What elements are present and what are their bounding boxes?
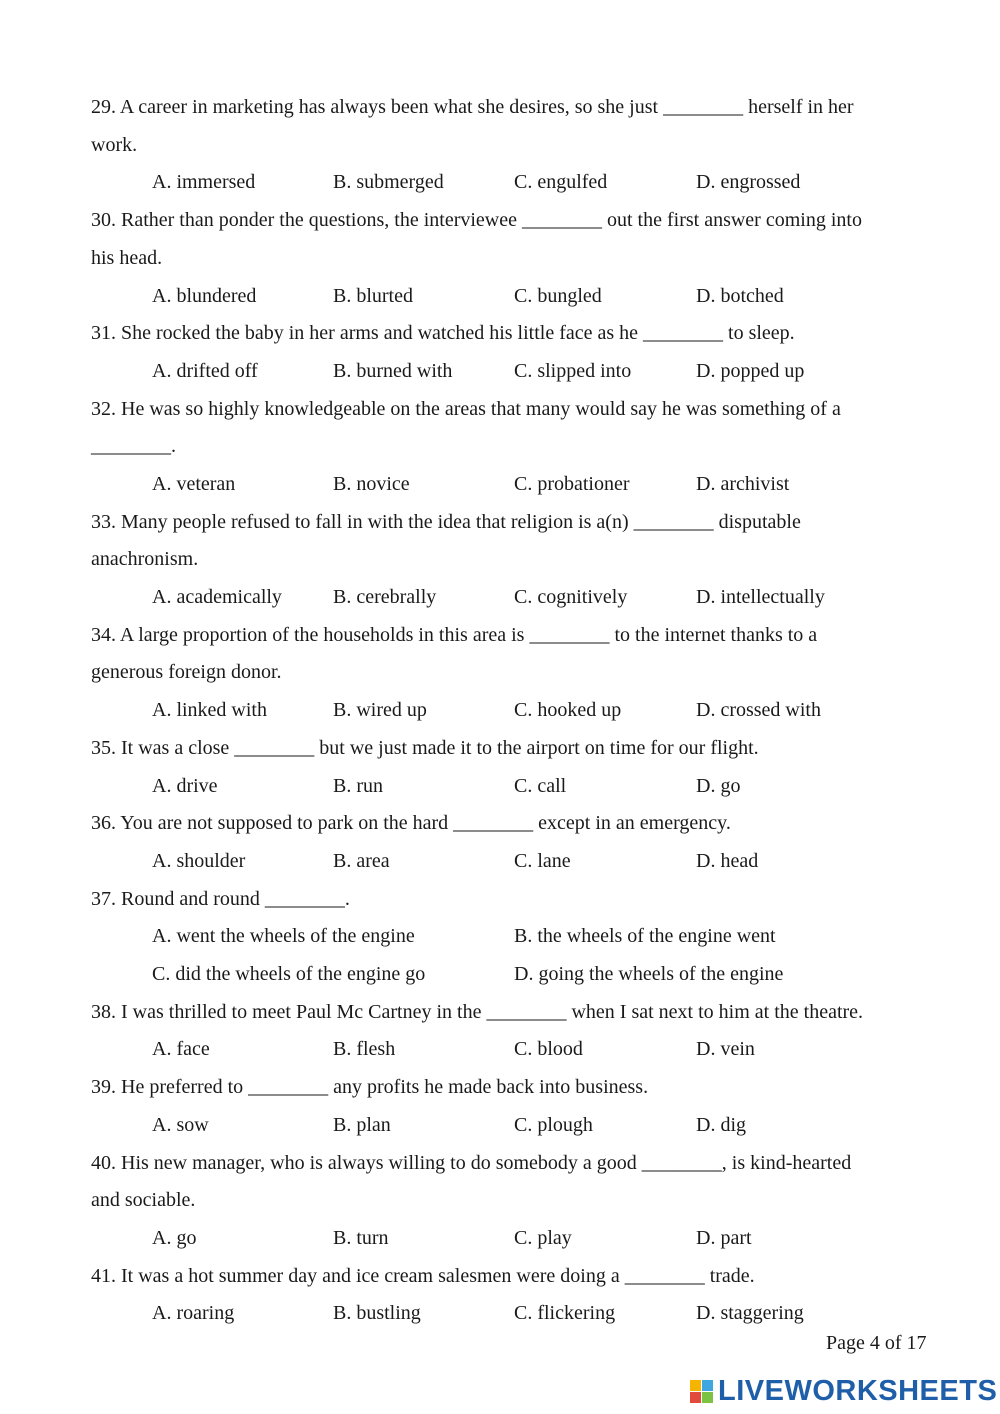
question-text: 36. You are not supposed to park on the hard ________ except in an emergency. [91, 812, 731, 835]
answer-option[interactable]: D. archivist [696, 472, 790, 495]
question-block [91, 1145, 941, 1258]
answer-option[interactable]: B. bustling [333, 1302, 421, 1325]
question-text: anachronism. [91, 548, 199, 571]
question-block [91, 805, 941, 880]
answer-option[interactable]: A. veteran [152, 472, 236, 495]
answer-options [91, 1031, 941, 1069]
answer-option[interactable]: B. turn [333, 1226, 389, 1249]
answer-options [91, 353, 941, 391]
answer-option[interactable]: B. wired up [333, 699, 427, 722]
question-block [91, 89, 941, 202]
answer-option[interactable]: A. go [152, 1226, 197, 1249]
answer-options [91, 579, 941, 617]
answer-option[interactable]: B. the wheels of the engine went [514, 925, 776, 948]
question-block [91, 730, 941, 805]
answer-option[interactable]: C. hooked up [514, 699, 622, 722]
answer-option[interactable]: B. run [333, 774, 383, 797]
question-block [91, 617, 941, 730]
answer-option[interactable]: B. submerged [333, 171, 444, 194]
question-text: 30. Rather than ponder the questions, the interviewee ________ out the first answer coming into [91, 209, 862, 232]
question-block [91, 504, 941, 617]
answer-options [91, 956, 941, 994]
question-block [91, 1258, 941, 1333]
answer-option[interactable]: D. botched [696, 284, 784, 307]
answer-options [91, 164, 941, 202]
answer-option[interactable]: C. flickering [514, 1302, 616, 1325]
answer-options [91, 768, 941, 806]
question-text: 29. A career in marketing has always been what she desires, so she just ________ herself in her [91, 96, 854, 118]
answer-option[interactable]: C. plough [514, 1113, 593, 1136]
answer-option[interactable]: A. sow [152, 1113, 209, 1136]
answer-option[interactable]: A. drive [152, 774, 218, 797]
answer-options [91, 843, 941, 881]
answer-option[interactable]: D. engrossed [696, 171, 801, 194]
question-text: 39. He preferred to ________ any profits he made back into business. [91, 1076, 649, 1099]
answer-option[interactable]: C. play [514, 1226, 572, 1249]
answer-option[interactable]: C. did the wheels of the engine go [152, 963, 426, 986]
answer-option[interactable]: C. lane [514, 849, 571, 872]
question-text: 31. She rocked the baby in her arms and watched his little face as he ________ to sleep. [91, 322, 795, 345]
answer-option[interactable]: D. staggering [696, 1302, 804, 1325]
question-block [91, 315, 941, 390]
question-block [91, 994, 941, 1069]
question-block [91, 881, 941, 994]
logo-text: LIVEWORKSHEETS [718, 1374, 998, 1407]
answer-option[interactable]: A. roaring [152, 1302, 235, 1325]
answer-option[interactable]: B. burned with [333, 359, 453, 382]
question-text: 41. It was a hot summer day and ice cream salesmen were doing a ________ trade. [91, 1264, 755, 1287]
answer-option[interactable]: D. crossed with [696, 699, 821, 722]
question-text: 37. Round and round ________. [91, 887, 350, 910]
answer-options [91, 1295, 941, 1333]
answer-option[interactable]: A. immersed [152, 171, 256, 194]
answer-options [91, 466, 941, 504]
question-list [91, 89, 941, 1333]
answer-option[interactable]: C. cognitively [514, 586, 628, 609]
answer-option[interactable]: C. engulfed [514, 171, 608, 194]
answer-options [91, 1220, 941, 1258]
question-text: 34. A large proportion of the households in this area is ________ to the internet thanks to a [91, 623, 818, 646]
answer-option[interactable]: A. drifted off [152, 359, 258, 382]
question-text: his head. [91, 246, 163, 269]
answer-option[interactable]: B. area [333, 849, 390, 872]
answer-option[interactable]: C. slipped into [514, 359, 632, 382]
answer-option[interactable]: D. intellectually [696, 586, 825, 609]
question-text: 35. It was a close ________ but we just made it to the airport on time for our flight. [91, 736, 759, 759]
answer-option[interactable]: A. academically [152, 586, 282, 609]
liveworksheets-logo [690, 1374, 997, 1408]
answer-options [91, 1107, 941, 1145]
logo-icon [690, 1378, 714, 1404]
question-text: and sociable. [91, 1189, 196, 1212]
question-text: work. [91, 133, 138, 156]
answer-options [91, 918, 941, 956]
answer-options [91, 692, 941, 730]
answer-option[interactable]: B. blurted [333, 284, 413, 307]
answer-option[interactable]: A. face [152, 1038, 210, 1061]
question-block [91, 202, 941, 315]
question-text: ________. [91, 435, 176, 458]
answer-option[interactable]: A. went the wheels of the engine [152, 925, 415, 948]
answer-option[interactable]: A. shoulder [152, 849, 246, 872]
question-text: generous foreign donor. [91, 661, 282, 684]
question-block [91, 1069, 941, 1144]
answer-option[interactable]: C. call [514, 774, 567, 797]
answer-option[interactable]: C. blood [514, 1038, 583, 1061]
question-text: 38. I was thrilled to meet Paul Mc Cartney in the ________ when I sat next to him at the theatre. [91, 1000, 864, 1023]
answer-option[interactable]: D. dig [696, 1113, 746, 1136]
answer-option[interactable]: D. part [696, 1226, 752, 1249]
answer-option[interactable]: B. plan [333, 1113, 391, 1136]
question-text: 32. He was so highly knowledgeable on the areas that many would say he was something of a [91, 397, 841, 420]
answer-option[interactable]: A. blundered [152, 284, 257, 307]
answer-option[interactable]: B. cerebrally [333, 586, 437, 609]
answer-option[interactable]: C. probationer [514, 472, 630, 495]
question-text: 33. Many people refused to fall in with the idea that religion is a(n) ________ disputable [91, 510, 801, 533]
answer-option[interactable]: A. linked with [152, 699, 267, 722]
answer-option[interactable]: D. vein [696, 1038, 755, 1061]
answer-option[interactable]: D. popped up [696, 359, 805, 382]
answer-option[interactable]: B. flesh [333, 1038, 396, 1061]
answer-option[interactable]: B. novice [333, 472, 410, 495]
answer-options [91, 278, 941, 316]
answer-option[interactable]: D. go [696, 774, 741, 797]
question-block [91, 391, 941, 504]
answer-option[interactable]: C. bungled [514, 284, 602, 307]
question-text: 40. His new manager, who is always willing to do somebody a good ________, is kind-hearted [91, 1151, 852, 1174]
page-number: Page 4 of 17 [826, 1332, 927, 1354]
answer-option[interactable]: D. head [696, 849, 759, 872]
answer-option[interactable]: D. going the wheels of the engine [514, 963, 784, 986]
